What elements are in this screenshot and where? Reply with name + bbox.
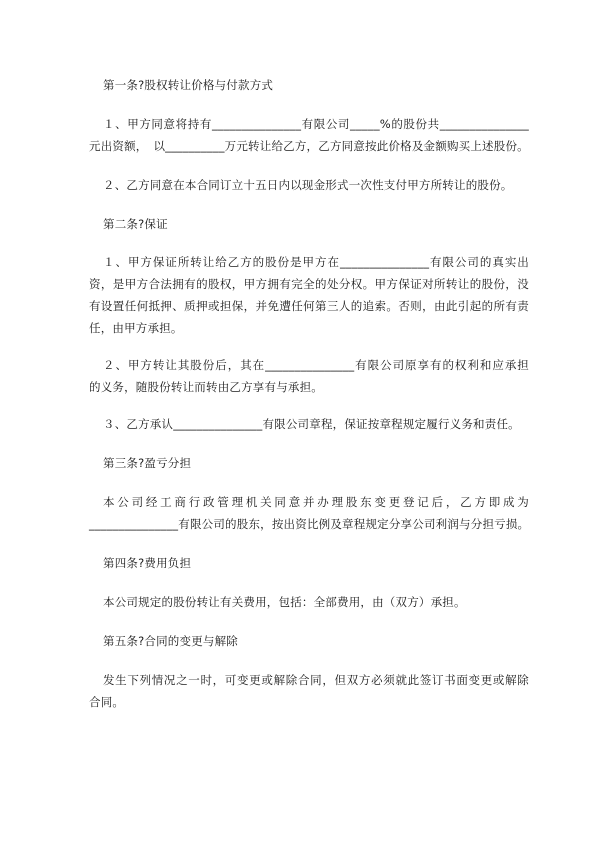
paragraph-fees [89, 591, 529, 613]
section-heading-article-2 [103, 213, 523, 235]
paragraph-line: ３、乙方承认_______________有限公司章程，保证按章程规定履行义务和责任。 [103, 417, 520, 431]
paragraph-line: 合同。 [89, 695, 125, 709]
paragraph-line: 本公司经工商行政管理机关同意并办理股东变更登记后，乙方即成为 [103, 495, 529, 509]
heading-text: 第一条?股权转让价格与付款方式 [103, 78, 274, 92]
paragraph-line: 有设置任何抵押、质押或担保，并免遭任何第三人的追索。否则，由此引起的所有责 [89, 299, 529, 313]
paragraph-line: ２、甲方转让其股份后，其在_______________有限公司原享有的权利和应承担 [103, 358, 529, 372]
paragraph-line: 任，由甲方承担。 [89, 321, 183, 335]
heading-text: 第四条?费用负担 [103, 556, 192, 570]
paragraph-line: １、甲方同意将持有_______________有限公司_____%的股份共_______________ [103, 117, 529, 131]
paragraph-price-clause-2 [89, 174, 529, 196]
heading-text: 第二条?保证 [103, 217, 168, 231]
section-heading-article-4 [103, 552, 523, 574]
section-heading-article-1 [103, 74, 523, 96]
paragraph-line: 本公司规定的股份转让有关费用，包括：全部费用，由（双方）承担。 [103, 595, 466, 609]
heading-text: 第三条?盈亏分担 [103, 456, 192, 470]
paragraph-line: 资，是甲方合法拥有的股权，甲方拥有完全的处分权。甲方保证对所转让的股份，没 [89, 277, 529, 291]
section-heading-article-3 [103, 452, 523, 474]
paragraph-line: 元出资额， 以__________万元转让给乙方，乙方同意按此价格及金额购买上述股份。 [89, 139, 529, 153]
paragraph-guarantee-clause-1 [89, 251, 529, 339]
paragraph-guarantee-clause-3 [89, 413, 529, 435]
paragraph-line: 的义务，随股份转让而转由乙方享有与承担。 [89, 380, 323, 394]
paragraph-line: 发生下列情况之一时，可变更或解除合同，但双方必须就此签订书面变更或解除 [103, 673, 529, 687]
paragraph-line: １、甲方保证所转让给乙方的股份是甲方在_______________有限公司的真实出 [103, 255, 529, 269]
paragraph-price-clause-1 [89, 113, 529, 157]
section-heading-article-5 [103, 630, 523, 652]
paragraph-change-termination [89, 669, 529, 713]
paragraph-profit-loss [89, 491, 529, 535]
paragraph-guarantee-clause-2 [89, 354, 529, 398]
paragraph-line: _______________有限公司的股东，按出资比例及章程规定分享公司利润与分担亏损。 [89, 517, 530, 531]
paragraph-line: ２、乙方同意在本合同订立十五日内以现金形式一次性支付甲方所转让的股份。 [103, 178, 513, 192]
heading-text: 第五条?合同的变更与解除 [103, 634, 239, 648]
